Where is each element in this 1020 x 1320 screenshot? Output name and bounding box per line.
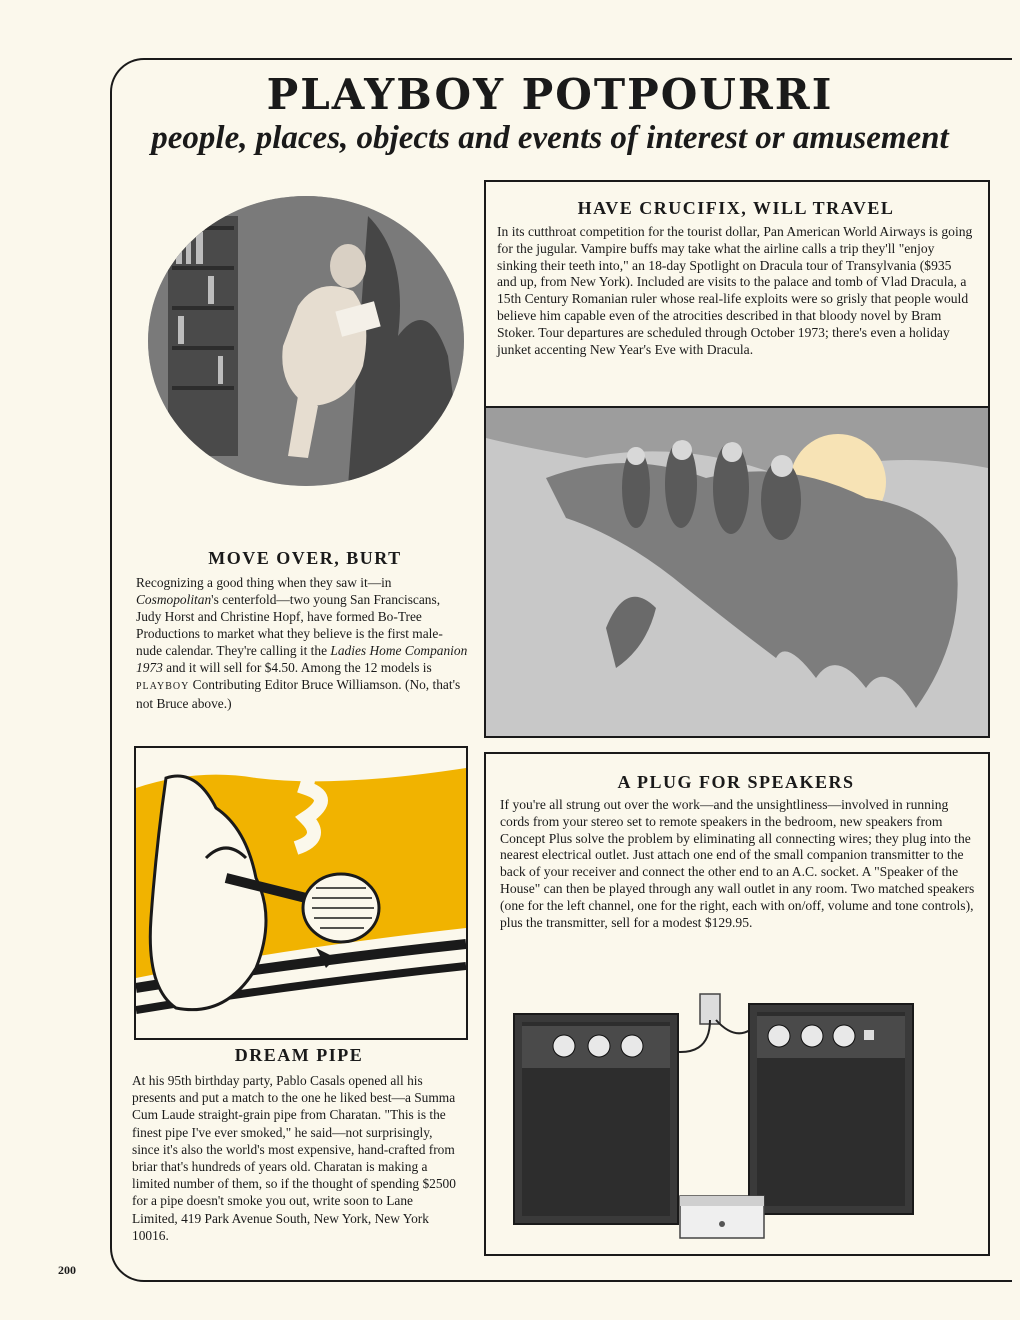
dracula-bat-illustration xyxy=(484,406,990,738)
burt-body-part-3: and it will sell for $4.50. Among the 12 models is xyxy=(162,660,432,675)
dracula-body: In its cutthroat competition for the tourist dollar, Pan American World Airways is going for the jugular. Vampire buffs may take what the airline calls a trip they'll "enjoy sinking their teeth into," an 18-day Spotlight on Dracula tour of Transylvania ($935 and up, from New York). Included are visits to the palace and tomb of Vlad Dracula, a 15th Century Romanian ruler whose real-life exploits were so grisly that people would believe him capable even of the atrocities described in that bloody novel by Bram Stoker. Tour departures are scheduled through October 1973; there's even a holiday junket accenting New Year's Eve with Dracula. xyxy=(497,224,973,357)
speakers-body: If you're all strung out over the work—and the unsightliness—involved in running cords from your stereo set to remote speakers in the bedroom, new speakers from Concept Plus solve the problem by eliminating all connecting wires; they plug into the nearest electrical outlet. Just attach one end of the small companion transmitter to the back of your receiver and connect the other end to an A.C. socket. A "Speaker of the House" can then be played through any wall outlet in any room. Two matched speakers (one for the left channel, one for the right, each with on/off, volume and tone controls), plus the transmitter, sell for a modest $129.95. xyxy=(500,797,975,930)
burt-magazine: Cosmopolitan xyxy=(136,592,212,607)
page-subtitle: people, places, objects and events of interest or amusement xyxy=(151,120,949,156)
pipe-heading: DREAM PIPE xyxy=(234,1045,364,1065)
burt-body xyxy=(136,574,468,712)
burt-body-part-4: Contributing Editor Bruce Williamson. (No, that's not Bruce above.) xyxy=(136,677,461,711)
page-number: 200 xyxy=(58,1263,76,1277)
pipe-illustration xyxy=(134,746,468,1040)
page-title: PLAYBOY POTPOURRI xyxy=(266,70,834,119)
speakers-photo xyxy=(504,990,974,1246)
pipe-body: At his 95th birthday party, Pablo Casals opened all his presents and put a match to the one he liked best—a Summa Cum Laude straight-grain pipe from Charatan. "This is the finest pipe I've ever smoked," he said—not surprisingly, since it's also the world's most expensive, hand-crafted from briar that's hundreds of years old. Charatan is making a limited number of them, so if the thought of spending $2500 for a pipe doesn't smoke you out, write soon to Lane Limited, 419 Park Avenue South, New York, New York 10016. xyxy=(132,1073,456,1243)
burt-heading: MOVE OVER, BURT xyxy=(208,548,402,568)
burt-calendar: Ladies Home Companion 1973 xyxy=(136,643,468,675)
burt-playboy: PLAYBOY xyxy=(136,681,190,692)
dracula-heading: HAVE CRUCIFIX, WILL TRAVEL xyxy=(577,198,895,218)
speakers-heading: A PLUG FOR SPEAKERS xyxy=(617,772,855,792)
burt-body-part-2: 's centerfold—two young San Franciscans, Judy Horst and Christine Hopf, have formed Bo-Tree Productions to market what they believe is the first male-nude calendar. They're calling it the xyxy=(136,592,443,658)
nude-man-photo xyxy=(148,196,464,486)
burt-body-part-1: Recognizing a good thing when they saw it—in xyxy=(136,575,392,590)
